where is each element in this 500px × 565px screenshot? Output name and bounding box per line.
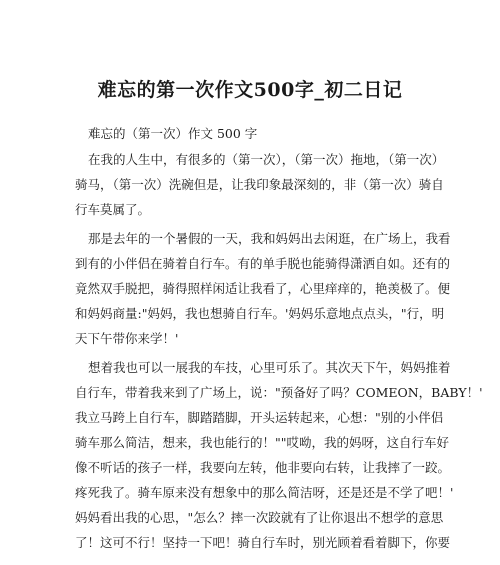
paragraph-line: 行车莫属了。: [75, 202, 151, 217]
paragraph-line: 那是去年的一个暑假的一天，我和妈妈出去闲逛，在广场上，我看: [88, 231, 451, 246]
paragraph-line: 骑马，（第一次）洗碗但是，让我印象最深刻的，非（第一次）骑自: [75, 177, 444, 192]
paragraph-line: 到有的小伴侣在骑着自行车。有的单手脱也能骑得潇洒自如。还有的: [75, 256, 451, 271]
paragraph-line: 竟然双手脱把，骑得照样闲适让我看了，心里痒痒的，艳羡极了。便: [75, 281, 451, 296]
paragraph-line: 妈妈看出我的心思，"怎么？摔一次跤就有了让你退出不想学的意思: [75, 510, 444, 525]
paragraph-line: 像不听话的孩子一样，我要向左转，他非要向右转，让我摔了一跤。: [75, 460, 451, 475]
paragraph-line: 疼死我了。骑车原来没有想象中的那么简洁呀，还是还是不学了吧！': [75, 485, 454, 500]
paragraph-line: 了！这可不行！坚持一下吧！骑自行车时，别光顾着看着脚下，你要: [75, 535, 451, 550]
subtitle-line: 难忘的（第一次）作文 500 字: [88, 126, 258, 141]
paragraph-line: 骑车那么简洁，想来，我也能行的！""哎呦，我的妈呀，这自行车好: [75, 435, 450, 450]
paragraph-line: 天下午带你来学！': [75, 331, 179, 346]
document-title: 难忘的第一次作文500字_初二日记: [97, 79, 403, 101]
paragraph-line: 和妈妈商量:"妈妈，我也想骑自行车。'妈妈乐意地点点头，"行，明: [75, 306, 445, 321]
paragraph-line: 想着我也可以一展我的车技，心里可乐了。其次天下午，妈妈推着: [88, 360, 451, 375]
paragraph-line: 自行车，带着我来到了广场上，说："预备好了吗？COMEON，BABY！': [75, 385, 483, 400]
paragraph-line: 在我的人生中，有很多的（第一次），（第一次）拖地，（第一次）: [88, 152, 445, 167]
paragraph-line: 我立马跨上自行车，脚踏踏脚，开头运转起来，心想："别的小伴侣: [75, 410, 444, 425]
